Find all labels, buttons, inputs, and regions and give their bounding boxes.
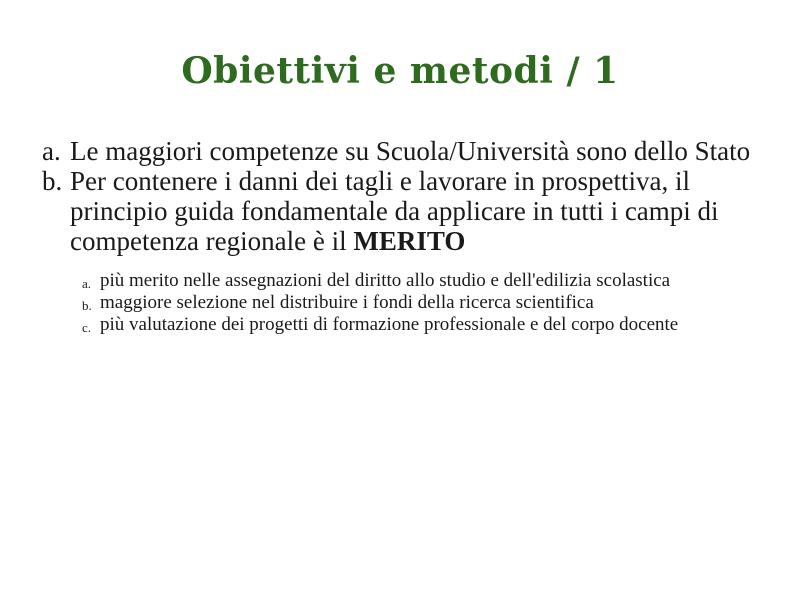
sub-list-marker: c. [82,320,92,335]
list-marker: b. [42,166,63,196]
sub-list [82,270,762,336]
sub-list-marker: b. [82,298,92,313]
merito-emphasis: MERITO [353,226,466,256]
sub-list-item-text: più valutazione dei progetti di formazione professionale e del corpo docente [100,314,679,335]
slide-content [42,136,762,336]
sub-list-item-a [82,270,762,292]
sub-list-item-text: più merito nelle assegnazioni del diritto allo studio e dell'edilizia scolastica [100,270,671,291]
list-item-text: Per contenere i danni dei tagli e lavorare in prospettiva, il principio guida fondamentale da applicare in tutti i campi di competenza regionale è il [70,166,719,256]
list-item-b [42,166,762,256]
slide-title: Obiettivi e metodi / 1 [181,50,619,92]
sub-list-marker: a. [82,276,92,291]
list-item-a [42,136,762,166]
sub-list-item-b [82,292,762,314]
list-marker: a. [42,136,61,166]
sub-list-item-text: maggiore selezione nel distribuire i fondi della ricerca scientifica [100,292,594,313]
list-item-text: Le maggiori competenze su Scuola/Università sono dello Stato [70,136,751,166]
sub-list-item-c [82,314,762,336]
